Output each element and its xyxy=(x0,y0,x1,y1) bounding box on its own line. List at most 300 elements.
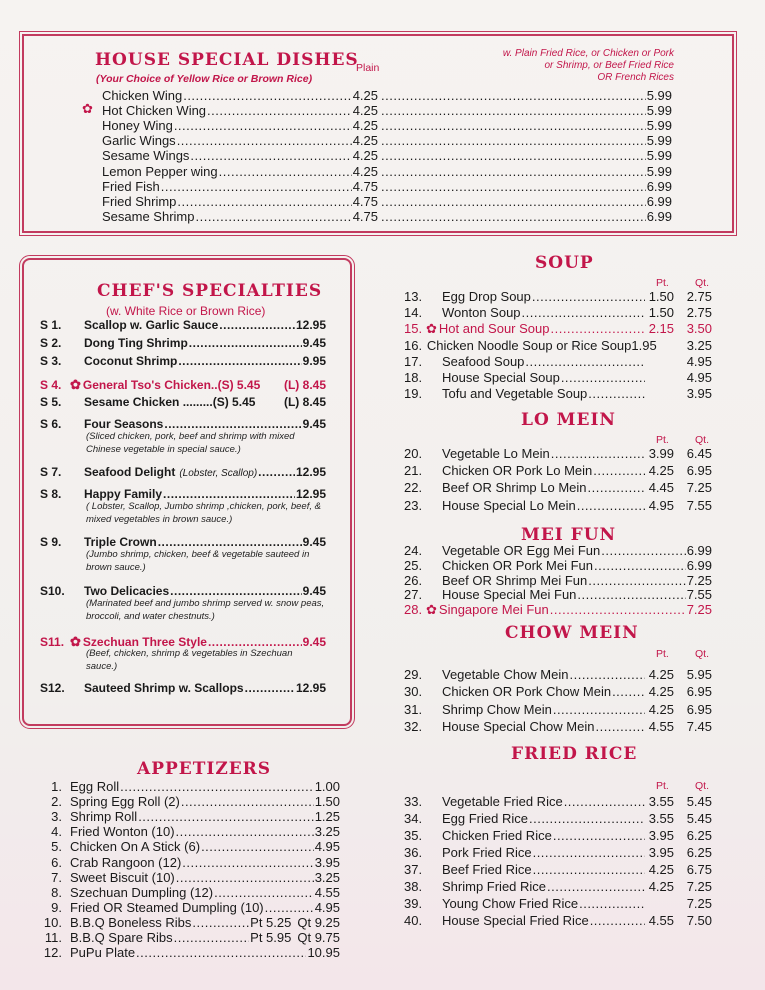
item-price: 6.99 xyxy=(686,543,712,558)
item-price: 9.45 xyxy=(302,535,326,549)
pint-price: 4.25 xyxy=(648,862,674,877)
leader-dots xyxy=(590,913,645,928)
item-price: 1.50 xyxy=(314,794,340,810)
combo-note-line: or Shrimp, or Beef Fried Rice xyxy=(544,60,674,71)
lomein-title: LO MEIN xyxy=(521,410,616,430)
leader-dots xyxy=(178,354,301,369)
plain-price: 4.25 xyxy=(352,133,378,149)
soup-title: SOUP xyxy=(535,253,594,273)
house-item-combo xyxy=(380,133,672,148)
item-name: Chicken OR Pork Lo Mein xyxy=(442,463,593,479)
item-number: 2. xyxy=(51,794,62,810)
item-price: 6.99 xyxy=(686,557,712,573)
pint-price: 4.55 xyxy=(648,718,674,734)
item-name: Shrimp Fried Rice xyxy=(442,879,547,894)
item-number: S11. xyxy=(40,635,65,649)
house-item-combo xyxy=(380,118,672,133)
item-number: S 5. xyxy=(40,395,62,409)
leader-dots xyxy=(381,148,646,163)
leader-dots xyxy=(533,845,645,860)
item-name: Wonton Soup xyxy=(442,305,521,321)
item-name: Chicken On A Stick (6) xyxy=(70,839,201,855)
chowmein-item xyxy=(404,719,712,734)
leader-dots xyxy=(177,133,352,148)
house-item xyxy=(102,179,378,194)
item-name: Szechuan Three Style xyxy=(82,635,207,649)
item-number: 34. xyxy=(404,811,423,826)
item-name: Coconut Shrimp xyxy=(84,354,178,368)
chowmein-title: CHOW MEIN xyxy=(505,623,639,643)
leader-dots xyxy=(136,945,306,960)
leader-dots xyxy=(201,839,314,854)
item-description: (Marinated beef and jumbo shrimp served w. snow peas, broccoli, and water chestnuts.) xyxy=(86,598,325,622)
appetizer-item xyxy=(32,945,340,960)
leader-dots xyxy=(207,103,352,118)
leader-dots xyxy=(594,558,686,573)
lomein-item xyxy=(404,446,712,461)
item-number: S 3. xyxy=(40,354,62,368)
combo-price: 5.99 xyxy=(646,133,672,149)
item-name: Dong Ting Shrimp xyxy=(84,336,188,350)
leader-dots xyxy=(258,465,295,480)
item-name: Egg Drop Soup xyxy=(442,289,531,304)
hot-pepper-icon: ✿ xyxy=(426,602,437,618)
item-price: 1.25 xyxy=(314,809,340,825)
pint-price: 3.55 xyxy=(648,811,674,826)
item-name: Shrimp Chow Mein xyxy=(442,701,552,717)
appetizer-item xyxy=(32,794,340,809)
item-name: Szechuan Dumpling (12) xyxy=(70,884,214,900)
item-name: Chicken OR Pork Chow Mein xyxy=(442,684,612,700)
item-name: Two Delicacies xyxy=(84,584,170,598)
item-name: Singapore Mei Fun xyxy=(438,602,549,618)
item-price: 12.95 xyxy=(295,465,326,479)
appetizer-item xyxy=(32,809,340,824)
chef-specialties-title: CHEF'S SPECIALTIES xyxy=(97,281,323,301)
item-name: Fried OR Steamed Dumpling (10) xyxy=(70,899,264,915)
plain-price: 4.25 xyxy=(352,148,378,164)
pint-price: 4.25 xyxy=(648,879,674,894)
item-name: Sesame Shrimp xyxy=(102,208,195,224)
quart-price: 5.45 xyxy=(686,811,712,826)
house-item xyxy=(102,148,378,163)
leader-dots xyxy=(381,133,646,148)
item-price: 7.25 xyxy=(686,602,712,618)
soup-item xyxy=(404,289,712,304)
house-item xyxy=(102,133,378,148)
plain-price: 4.25 xyxy=(352,118,378,134)
item-name: Pork Fried Rice xyxy=(442,845,532,860)
item-name: Hot Chicken Wing xyxy=(102,103,207,119)
item-number: 23. xyxy=(404,497,423,513)
house-item xyxy=(102,209,378,224)
item-number: 37. xyxy=(404,862,423,877)
soup-item xyxy=(404,354,712,369)
chowmein-item xyxy=(404,667,712,682)
item-name: Egg Roll xyxy=(70,779,120,794)
item-number: 25. xyxy=(404,557,423,573)
pint-price: 3.99 xyxy=(648,446,674,461)
combo-price: 6.99 xyxy=(646,178,672,194)
leader-dots xyxy=(192,915,249,930)
leader-dots xyxy=(245,681,295,696)
combo-price: 5.99 xyxy=(646,118,672,134)
friedrice-item xyxy=(404,862,712,877)
hot-pepper-icon: ✿ xyxy=(426,321,437,337)
leader-dots xyxy=(553,702,645,717)
item-name: Hot and Sour Soup xyxy=(438,321,550,337)
meifun-item xyxy=(404,558,712,573)
item-name: Honey Wing xyxy=(102,118,173,134)
appetizer-item xyxy=(32,900,340,915)
friedrice-qt-label: Qt. xyxy=(695,780,710,792)
item-name: House Special Soup xyxy=(442,370,560,385)
leader-dots xyxy=(177,194,351,209)
pint-price: 1.50 xyxy=(648,305,674,321)
item-price: Qt 9.75 xyxy=(297,930,340,945)
quart-price: 3.95 xyxy=(686,386,712,402)
house-item xyxy=(102,164,378,179)
combo-price: 6.99 xyxy=(646,193,672,209)
item-number: 7. xyxy=(51,869,62,885)
item-name: House Special Chow Mein xyxy=(442,718,595,734)
item-price: 4.95 xyxy=(314,839,340,855)
hot-pepper-icon: ✿ xyxy=(70,377,81,392)
item-number: 4. xyxy=(51,824,62,840)
leader-dots xyxy=(550,321,645,336)
item-name: Beef OR Shrimp Lo Mein xyxy=(442,480,587,496)
item-description: (Beef, chicken, shrimp & vegetables in Szechuan sauce.) xyxy=(86,648,293,672)
house-item xyxy=(102,118,378,133)
item-price: 3.95 xyxy=(314,854,340,870)
item-price: 4.55 xyxy=(314,884,340,900)
item-number: 1. xyxy=(51,779,62,794)
chef-item xyxy=(40,318,326,333)
lomein-pt-label: Pt. xyxy=(656,434,669,446)
pint-price: 3.95 xyxy=(648,828,674,843)
item-price: 3.25 xyxy=(314,824,340,840)
leader-dots xyxy=(588,386,645,401)
quart-price: 5.45 xyxy=(686,794,712,809)
item-number: 39. xyxy=(404,896,423,911)
friedrice-pt-label: Pt. xyxy=(656,780,669,792)
item-number: 30. xyxy=(404,684,423,700)
item-number: 5. xyxy=(51,839,62,855)
house-item-combo xyxy=(380,88,672,103)
leader-dots xyxy=(579,896,645,911)
item-number: 38. xyxy=(404,879,423,894)
item-name: Vegetable Fried Rice xyxy=(442,794,563,809)
quart-price: 6.25 xyxy=(686,828,712,843)
item-name: Chicken Fried Rice xyxy=(442,828,552,843)
item-name: PuPu Plate xyxy=(70,945,136,961)
pint-price: 3.95 xyxy=(648,845,674,860)
leader-dots xyxy=(183,88,351,103)
soup-pt-label: Pt. xyxy=(656,277,669,289)
plain-price: 4.25 xyxy=(352,88,378,103)
quart-price: 2.75 xyxy=(686,305,712,321)
item-number: 15. xyxy=(404,321,423,337)
pint-price: 3.55 xyxy=(648,794,674,809)
soup-item xyxy=(404,370,712,385)
leader-dots xyxy=(189,336,302,351)
appetizer-item xyxy=(32,885,340,900)
pint-price: 4.25 xyxy=(648,701,674,717)
chef-specialties-subtitle: (w. White Rice or Brown Rice) xyxy=(106,304,266,318)
pint-price: Pt 5.25 xyxy=(250,914,292,930)
hot-pepper-icon: ✿ xyxy=(82,101,93,116)
item-name: Vegetable Lo Mein xyxy=(442,446,550,461)
leader-dots xyxy=(612,684,645,699)
combo-price: 5.99 xyxy=(646,148,672,164)
lomein-item xyxy=(404,463,712,478)
item-name: Triple Crown xyxy=(84,535,157,549)
leader-dots xyxy=(219,164,352,179)
chowmein-item xyxy=(404,702,712,717)
item-number: 9. xyxy=(51,899,62,915)
item-name: Young Chow Fried Rice xyxy=(442,896,579,911)
pint-price: 4.55 xyxy=(648,913,674,928)
quart-price: 3.50 xyxy=(686,321,712,337)
soup-item xyxy=(404,305,712,320)
soup-item xyxy=(404,338,712,353)
item-number: 20. xyxy=(404,446,423,461)
pint-price: 4.25 xyxy=(648,684,674,700)
item-number: 8. xyxy=(51,884,62,900)
lomein-item xyxy=(404,480,712,495)
item-number: 16. xyxy=(404,337,423,353)
item-name: House Special Lo Mein xyxy=(442,497,576,513)
item-name: General Tso's Chicken..(S) 5.45 xyxy=(82,378,261,392)
quart-price: 7.55 xyxy=(686,497,712,513)
leader-dots xyxy=(176,870,314,885)
combo-price: 6.99 xyxy=(646,208,672,224)
friedrice-title: FRIED RICE xyxy=(511,744,638,764)
lomein-item xyxy=(404,498,712,513)
leader-dots xyxy=(381,103,646,118)
item-number: 14. xyxy=(404,305,423,321)
item-price: 3.25 xyxy=(314,869,340,885)
item-name: Sweet Biscuit (10) xyxy=(70,869,175,885)
leader-dots xyxy=(214,885,314,900)
pint-price: 2.15 xyxy=(648,321,674,337)
meifun-item xyxy=(404,602,712,617)
house-item xyxy=(102,88,378,103)
item-number: 24. xyxy=(404,543,423,558)
quart-price: 7.50 xyxy=(686,913,712,928)
chef-item xyxy=(40,681,326,696)
appetizer-item xyxy=(32,839,340,854)
item-name: Fried Fish xyxy=(102,178,160,194)
item-name: Egg Fried Rice xyxy=(442,811,528,826)
leader-dots xyxy=(182,855,313,870)
plain-price: 4.25 xyxy=(352,103,378,119)
meifun-item xyxy=(404,543,712,558)
leader-dots xyxy=(381,179,646,194)
item-price: 12.95 xyxy=(295,318,326,332)
lomein-qt-label: Qt. xyxy=(695,434,710,446)
leader-dots xyxy=(601,543,685,558)
item-number: 22. xyxy=(404,480,423,496)
item-number: S 2. xyxy=(40,336,62,350)
appetizer-item xyxy=(32,870,340,885)
house-item xyxy=(102,103,378,118)
item-price: 10.95 xyxy=(307,945,340,961)
pint-price: 1.50 xyxy=(648,289,674,304)
friedrice-item xyxy=(404,811,712,826)
item-number: 31. xyxy=(404,701,423,717)
quart-price: 6.95 xyxy=(686,463,712,479)
item-price: 12.95 xyxy=(295,487,326,501)
meifun-item xyxy=(404,573,712,588)
leader-dots xyxy=(553,828,645,843)
item-description: (Jumbo shrimp, chicken, beef & vegetable sauteed in brown sauce.) xyxy=(86,549,310,573)
appetizers-title: APPETIZERS xyxy=(137,759,272,779)
item-name: B.B.Q Spare Ribs xyxy=(70,930,173,945)
quart-price: 5.95 xyxy=(686,667,712,682)
item-name: Chicken Wing xyxy=(102,88,183,103)
item-price: 9.45 xyxy=(302,417,326,431)
item-name: Happy Family xyxy=(84,487,163,501)
chowmein-qt-label: Qt. xyxy=(695,648,710,660)
plain-price: 4.75 xyxy=(352,208,378,224)
house-item-combo xyxy=(380,164,672,179)
item-name: Seafood Delight xyxy=(84,465,176,479)
quart-price: 6.45 xyxy=(686,446,712,461)
item-name: Crab Rangoon (12) xyxy=(70,854,182,870)
item-price: 1.00 xyxy=(314,779,340,794)
item-description: ( Lobster, Scallop, Jumbo shrimp ,chicken, pork, beef, & mixed vegetables in brown sauce.) xyxy=(86,501,321,525)
item-name: Lemon Pepper wing xyxy=(102,163,218,179)
item-name: Sesame Chicken .........(S) 5.45 xyxy=(84,395,256,409)
leader-dots xyxy=(174,930,250,945)
leader-dots xyxy=(161,179,352,194)
appetizer-item xyxy=(32,855,340,870)
plain-label: Plain xyxy=(356,62,380,74)
item-price: 9.45 xyxy=(302,635,326,649)
item-number: 26. xyxy=(404,572,423,588)
house-item-combo xyxy=(380,209,672,224)
item-price: (L) 8.45 xyxy=(283,378,326,392)
item-number: S 4. xyxy=(40,378,62,392)
house-item-combo xyxy=(380,148,672,163)
house-item xyxy=(102,194,378,209)
combo-price: 5.99 xyxy=(646,88,672,103)
item-name: Chicken OR Pork Mei Fun xyxy=(442,557,593,573)
leader-dots xyxy=(551,446,645,461)
item-number: S 9. xyxy=(40,535,62,549)
item-name: Sauteed Shrimp w. Scallops xyxy=(84,681,244,695)
meifun-title: MEI FUN xyxy=(521,525,617,545)
item-price: 9.45 xyxy=(302,584,326,598)
item-price: 7.25 xyxy=(686,572,712,588)
item-number: S10. xyxy=(40,584,65,598)
quart-price: 6.75 xyxy=(686,862,712,877)
item-name: House Special Mei Fun xyxy=(442,587,577,603)
leader-dots xyxy=(174,118,352,133)
friedrice-item xyxy=(404,794,712,809)
quart-price: 6.25 xyxy=(686,845,712,860)
quart-price: 7.25 xyxy=(686,879,712,894)
leader-dots xyxy=(564,794,645,809)
chef-item xyxy=(40,336,326,351)
leader-dots xyxy=(195,209,351,224)
item-name: Sesame Wings xyxy=(102,148,190,164)
item-number: 19. xyxy=(404,386,423,402)
leader-dots xyxy=(138,809,314,824)
item-number: 17. xyxy=(404,353,423,369)
quart-price: 4.95 xyxy=(686,370,712,385)
item-number: 18. xyxy=(404,370,423,385)
house-item-combo xyxy=(380,179,672,194)
friedrice-item xyxy=(404,913,712,928)
item-number: 27. xyxy=(404,587,423,603)
hot-pepper-icon: ✿ xyxy=(70,634,81,649)
friedrice-item xyxy=(404,896,712,911)
item-number: 36. xyxy=(404,845,423,860)
chef-item xyxy=(40,465,326,481)
item-number: S12. xyxy=(40,681,65,695)
item-number: 11. xyxy=(44,930,62,945)
leader-dots xyxy=(577,498,645,513)
leader-dots xyxy=(550,602,686,617)
chowmein-pt-label: Pt. xyxy=(656,648,669,660)
appetizer-item xyxy=(32,915,340,930)
leader-dots xyxy=(190,148,351,163)
item-number: 21. xyxy=(404,463,423,479)
item-name: Fried Shrimp xyxy=(102,193,177,209)
quart-price: 7.45 xyxy=(686,718,712,734)
house-special-title: HOUSE SPECIAL DISHES xyxy=(95,50,359,70)
leader-dots xyxy=(569,667,645,682)
plain-price: 4.75 xyxy=(352,193,378,209)
leader-dots xyxy=(381,164,646,179)
house-item-combo xyxy=(380,103,672,118)
item-price: (L) 8.45 xyxy=(283,395,326,409)
leader-dots xyxy=(532,289,645,304)
chowmein-item xyxy=(404,684,712,699)
item-name: Scallop w. Garlic Sauce xyxy=(84,318,219,332)
leader-dots xyxy=(588,573,685,588)
leader-dots xyxy=(561,370,645,385)
house-special-subtitle: (Your Choice of Yellow Rice or Brown Rice) xyxy=(96,73,313,85)
combo-price: 5.99 xyxy=(646,163,672,179)
item-number: 13. xyxy=(404,289,423,304)
item-price: 7.55 xyxy=(686,587,712,603)
item-name: Shrimp Roll xyxy=(70,809,138,825)
item-number: 6. xyxy=(51,854,62,870)
soup-qt-label: Qt. xyxy=(695,277,710,289)
item-name: Tofu and Vegetable Soup xyxy=(442,386,588,402)
leader-dots xyxy=(525,354,645,369)
combo-note xyxy=(470,48,674,84)
chef-item xyxy=(40,395,326,410)
item-number: 32. xyxy=(404,718,423,734)
quart-price: 3.25 xyxy=(686,337,712,353)
chef-item xyxy=(40,354,326,369)
item-price: 9.45 xyxy=(302,336,326,350)
item-number: 29. xyxy=(404,667,423,682)
item-name: Garlic Wings xyxy=(102,133,176,149)
leader-dots xyxy=(381,209,646,224)
combo-price: 5.99 xyxy=(646,103,672,119)
plain-price: 4.25 xyxy=(352,163,378,179)
item-number: 33. xyxy=(404,794,423,809)
pint-price: Pt 5.95 xyxy=(250,930,292,945)
plain-price: 4.75 xyxy=(352,178,378,194)
leader-dots xyxy=(529,811,645,826)
quart-price: 4.95 xyxy=(686,353,712,369)
